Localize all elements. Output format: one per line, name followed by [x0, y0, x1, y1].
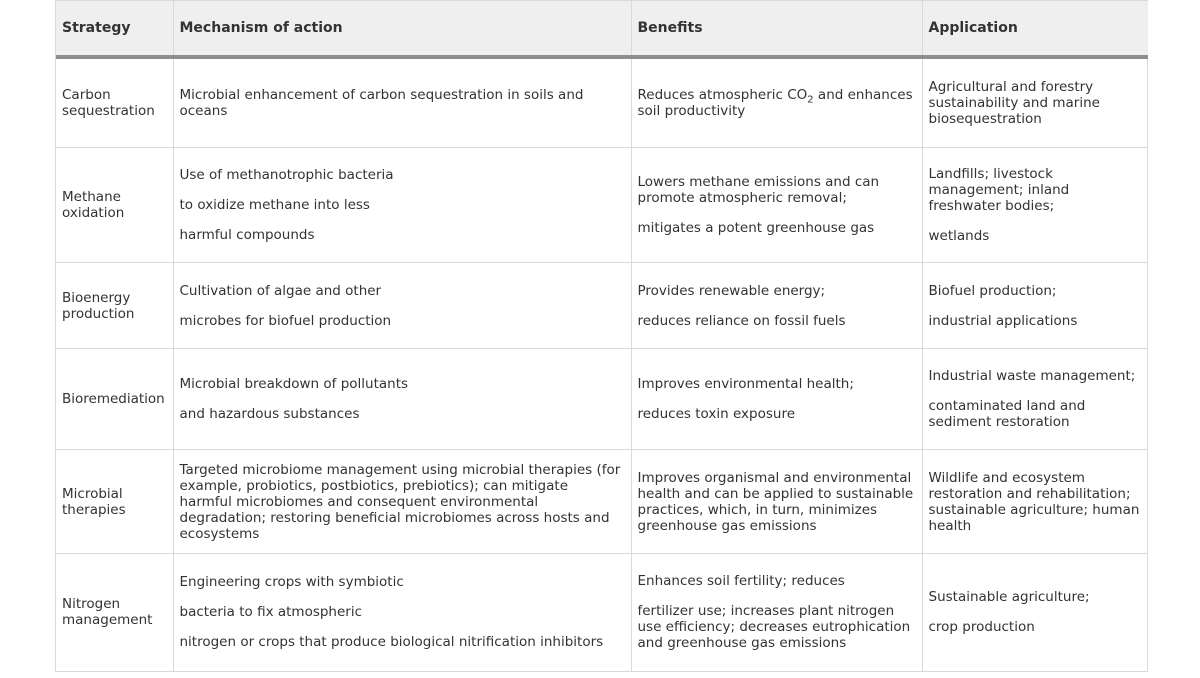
table-row: [56, 450, 1148, 554]
cell-strategy: Carbon sequestration: [56, 57, 173, 148]
cell-benefits: [631, 263, 922, 349]
cell-text: Improves organismal and environmental health and can be applied to sustainable practices, which, in turn, minimizes greenhouse gas emissions: [637, 469, 914, 534]
cell-benefits: [631, 450, 922, 554]
cell-text: microbes for biofuel production: [179, 312, 392, 329]
cell-text: Enhances soil fertility; reduces: [637, 573, 845, 590]
cell-text: Improves environmental health;: [637, 376, 854, 392]
cell-text: [638, 87, 916, 119]
cell-application: [922, 263, 1148, 349]
table-row: [56, 554, 1148, 671]
header-application: Application: [922, 1, 1148, 57]
cell-strategy: Bioenergy production: [56, 263, 173, 349]
cell-text: Microbial enhancement of carbon sequestration in soils and oceans: [179, 86, 584, 119]
table-body: [56, 57, 1148, 671]
cell-application: [922, 148, 1148, 263]
cell-mechanism: [173, 263, 631, 349]
cell-text: bacteria to fix atmospheric: [179, 604, 363, 621]
cell-application: [922, 450, 1148, 554]
cell-text: contaminated land and sediment restoration: [928, 398, 1086, 430]
cell-benefits: [631, 349, 922, 450]
cell-application: [922, 349, 1148, 450]
cell-text: wetlands: [928, 228, 990, 244]
header-row: [56, 1, 1148, 57]
cell-text: fertilizer use; increases plant nitrogen use efficiency; decreases eutrophication and greenhouse gas emissions: [637, 603, 911, 652]
cell-text: and hazardous substances: [179, 406, 360, 422]
cell-application: [922, 554, 1148, 671]
cell-text: harmful compounds: [179, 227, 315, 243]
benefits-text-post: and enhances soil productivity: [637, 86, 913, 119]
co2-subscript: 2: [807, 94, 814, 106]
table-row: [56, 148, 1148, 263]
table-row: [56, 57, 1148, 148]
cell-text: Wildlife and ecosystem restoration and rehabilitation; sustainable agriculture; human health: [928, 469, 1140, 534]
table-row: [56, 263, 1148, 349]
header-mechanism: Mechanism of action: [173, 1, 631, 57]
cell-text: to oxidize methane into less: [179, 197, 370, 213]
header-benefits: Benefits: [631, 1, 922, 57]
cell-strategy: Bioremediation: [56, 349, 173, 450]
cell-text: mitigates a potent greenhouse gas: [637, 220, 875, 236]
cell-text: Landfills; livestock management; inland freshwater bodies;: [928, 166, 1070, 214]
cell-mechanism: [173, 148, 631, 263]
cell-text: industrial applications: [928, 312, 1078, 329]
cell-text: nitrogen or crops that produce biological nitrification inhibitors: [179, 634, 604, 651]
cell-mechanism: [173, 349, 631, 450]
cell-strategy: Nitrogen management: [62, 596, 153, 629]
cell-text: Cultivation of algae and other: [179, 282, 382, 299]
cell-text: Engineering crops with symbiotic: [179, 574, 404, 591]
cell-text: crop production: [928, 619, 1035, 636]
cell-text: reduces reliance on fossil fuels: [637, 312, 846, 329]
table-header: [56, 1, 1148, 57]
cell-strategy: Microbial therapies: [56, 450, 173, 554]
cell-text: Industrial waste management;: [928, 368, 1136, 384]
cell-application: [922, 57, 1148, 148]
cell-text: Microbial breakdown of pollutants: [179, 376, 409, 392]
cell-text: Provides renewable energy;: [637, 282, 826, 299]
cell-text: Sustainable agriculture;: [928, 589, 1090, 606]
strategy-table: [56, 0, 1148, 671]
cell-benefits: [631, 148, 922, 263]
cell-benefits: [631, 57, 922, 148]
cell-text: Agricultural and forestry sustainability and marine biosequestration: [928, 78, 1100, 127]
cell-text: Lowers methane emissions and can promote atmospheric removal;: [637, 174, 880, 206]
cell-benefits: [631, 554, 922, 671]
strategy-table-container: [55, 0, 1148, 672]
cell-text: Use of methanotrophic bacteria: [179, 167, 394, 183]
cell-mechanism: [173, 57, 631, 148]
cell-mechanism: [173, 450, 631, 554]
cell-strategy: Methane oxidation: [56, 148, 173, 263]
cell-mechanism: [173, 554, 631, 671]
header-strategy: Strategy: [56, 1, 173, 57]
benefits-text-pre: Reduces atmospheric CO: [637, 86, 808, 103]
cell-text: reduces toxin exposure: [637, 406, 795, 422]
cell-text: Targeted microbiome management using microbial therapies (for example, probiotics, postbiotics, prebiotics); can mitigate harmful microbiomes and consequent environmental degradation; restoring beneficial microbiomes across hosts and ecosystems: [179, 461, 621, 542]
cell-text: Biofuel production;: [928, 282, 1057, 299]
table-row: [56, 349, 1148, 450]
